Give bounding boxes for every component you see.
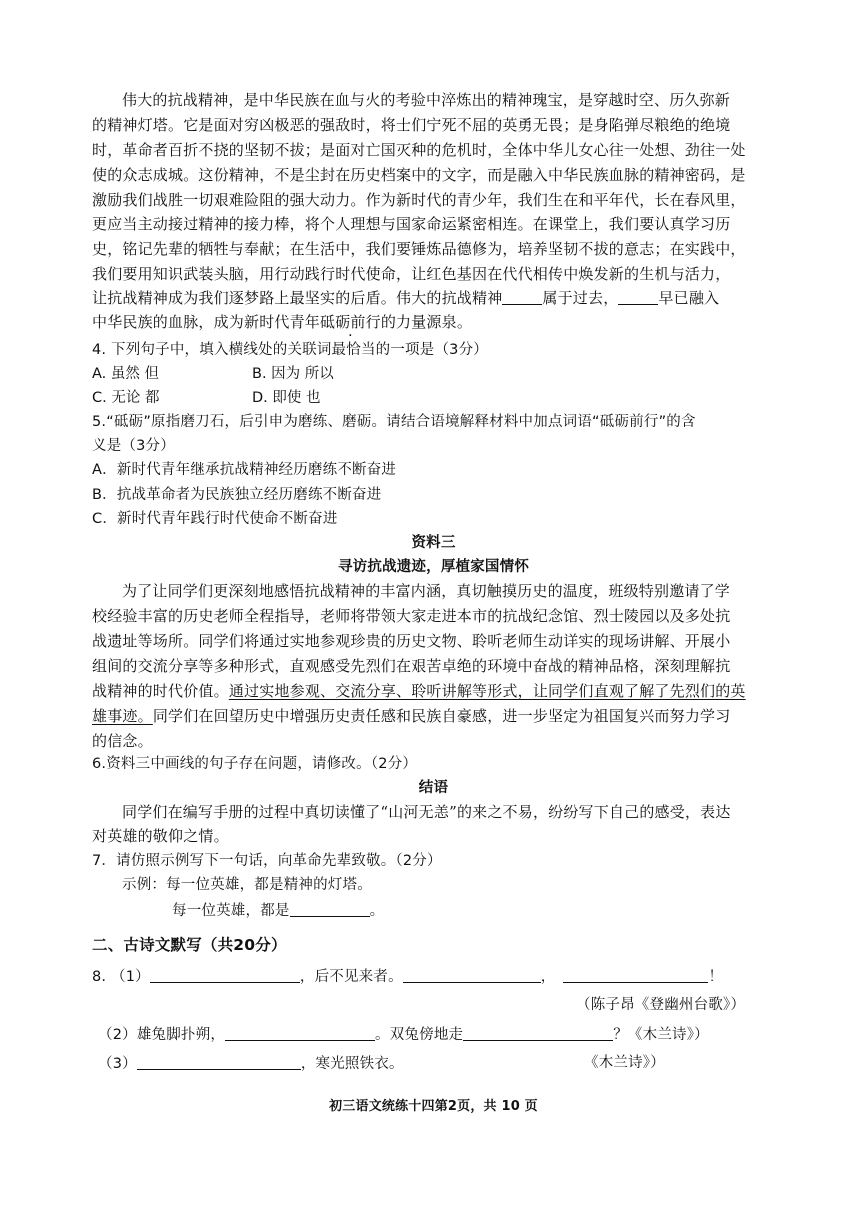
option-d[interactable]: D. 即使 也 [252,390,321,406]
question-8-line [92,966,782,987]
passage-line: 使的众志成城。这份精神，不是尘封在历史档案中的文字，而是融入中华民族血脉的精神密码，是 [92,166,746,184]
poem-text: ！ [708,969,724,985]
option-b[interactable]: B. 因为 所以 [252,366,334,382]
question-8-line [98,1024,788,1045]
poem-text: ， [540,969,556,985]
answer-blank[interactable] [463,1024,613,1041]
material-line [92,681,782,701]
section-title: 寻访抗战遗迹，厚植家国情怀 [337,559,530,575]
material-line: 为了让同学们更深刻地感悟抗战精神的丰富内涵，真切触摸历史的温度，班级特别邀请了学 [122,582,731,600]
section-title: 二、古诗文默写（共20分） [92,936,287,954]
section-heading: 结语 [418,780,449,796]
poem-text: （3） [98,1056,137,1072]
material-line [92,706,782,726]
passage-line-with-blanks [92,288,782,308]
answer-blank[interactable] [403,966,541,983]
question-number: 8. （1） [92,969,150,985]
passage-line: 伟大的抗战精神，是中华民族在血与火的考验中淬炼出的精神瑰宝，是穿越时空、历久弥新 [122,91,731,109]
passage-text: 属于过去， [542,289,619,307]
passage-text: 的力量源泉。 [380,313,473,331]
poem-source: 《木兰诗》） [584,1055,665,1071]
answer-blank[interactable] [225,1024,375,1041]
section-heading: 资料三 [411,535,456,551]
answer-blank[interactable] [137,1053,301,1070]
option-c[interactable]: C. 无论 都 [92,390,160,406]
page-footer: 初三语文统练十四第2页，共 10 页 [329,1099,538,1114]
passage-text: 中华民族的血脉，成为新时代青年 [92,313,321,331]
example-sentence: 示例：每一位英雄，都是精神的灯塔。 [122,877,372,893]
option-b[interactable]: B．抗战革命者为民族独立经历磨练不断奋进 [92,487,382,503]
passage-line [92,312,782,332]
passage-line: 时，革命者百折不挠的坚韧不拔；是面对亡国灭种的危机时，全体中华儿女心往一处想、劲往一处 [92,141,746,159]
poem-source: （陈子昂《登幽州台歌》） [576,997,746,1013]
dotted-phrase: 砥砺前行 [320,313,381,331]
passage-line: 史，铭记先辈的牺牲与奉献；在生活中，我们要锤炼品德修为，培养坚韧不拔的意志；在实践中， [92,240,746,258]
material-text: 战精神的时代价值。 [92,682,229,700]
conclusion-line: 同学们在编写手册的过程中真切读懂了“山河无恙”的来之不易，纷纷写下自己的感受，表达 [122,803,731,821]
conclusion-line: 对英雄的敬仰之情。 [92,827,229,845]
underlined-sentence: 通过实地参观、交流分享、聆听讲解等形式，让同学们直观了解了先烈们的英 [228,682,746,700]
answer-blank[interactable] [618,288,658,305]
passage-text: 早已融入 [658,289,720,307]
answer-blank[interactable] [563,966,708,983]
passage-line: 更应当主动接过精神的接力棒，将个人理想与国家命运紧密相连。在课堂上，我们要认真学习历 [92,215,731,233]
passage-line: 激励我们战胜一切艰难险阻的强大动力。作为新时代的青少年，我们生在和平年代，长在春风里， [92,191,746,209]
poem-text: ，寒光照铁衣。 [300,1056,404,1072]
passage-text: 让抗战精神成为我们逐梦路上最坚实的后盾。伟大的抗战精神 [92,289,503,307]
passage-line: 的精神灯塔。它是面对穷凶极恶的强敌时，将士们宁死不屈的英勇无畏；是身陷弹尽粮绝的绝境 [92,116,731,134]
answer-blank[interactable] [290,900,370,917]
material-line: 校经验丰富的历史老师全程指导，老师将带领大家走进本市的抗战纪念馆、烈士陵园以及多处抗 [92,607,731,625]
prompt-text: 每一位英雄，都是 [172,903,290,919]
material-text: 同学们在回望历史中增强历史责任感和民族自豪感，进一步坚定为祖国复兴而努力学习 [152,707,731,725]
poem-text: 。双兔傍地走 [375,1027,464,1043]
material-line: 的信念。 [92,732,153,750]
question-7-prompt [172,900,862,921]
material-line: 战遗址等场所。同学们将通过实地参观珍贵的历史文物、聆听老师生动详实的现场讲解、开展小 [92,632,731,650]
poem-text: （2）雄兔脚扑朔， [98,1027,226,1043]
poem-text: ？《木兰诗》） [613,1027,709,1043]
answer-blank[interactable] [150,966,300,983]
option-a[interactable]: A．新时代青年继承抗战精神经历磨练不断奋进 [92,462,397,478]
passage-line: 我们要用知识武装头脑，用行动践行时代使命，让红色基因在代代相传中焕发新的生机与活力， [92,265,731,283]
question-6-stem: 6.资料三中画线的句子存在问题，请修改。（2分） [92,756,418,772]
option-a[interactable]: A. 虽然 但 [92,366,159,382]
question-5-stem: 5.“砥砺”原指磨刀石，后引申为磨练、磨砺。请结合语境解释材料中加点词语“砥砺前行”的含 [92,414,696,430]
option-c[interactable]: C．新时代青年践行时代使命不断奋进 [92,511,338,527]
underlined-sentence: 雄事迹。 [92,707,153,725]
poem-text: ，后不见来者。 [299,969,403,985]
material-line: 组间的交流分享等多种形式，直观感受先烈们在艰苦卓绝的环境中奋战的精神品格，深刻理解抗 [92,657,731,675]
prompt-text: 。 [369,903,385,919]
question-5-stem: 义是（3分） [92,438,175,454]
question-4-stem: 4. 下列句子中，填入横线处的关联词最恰当的一项是（3分） [92,342,488,358]
answer-blank[interactable] [502,288,542,305]
question-7-stem: 7．请仿照示例写下一句话，向革命先辈致敬。（2分） [92,853,442,869]
